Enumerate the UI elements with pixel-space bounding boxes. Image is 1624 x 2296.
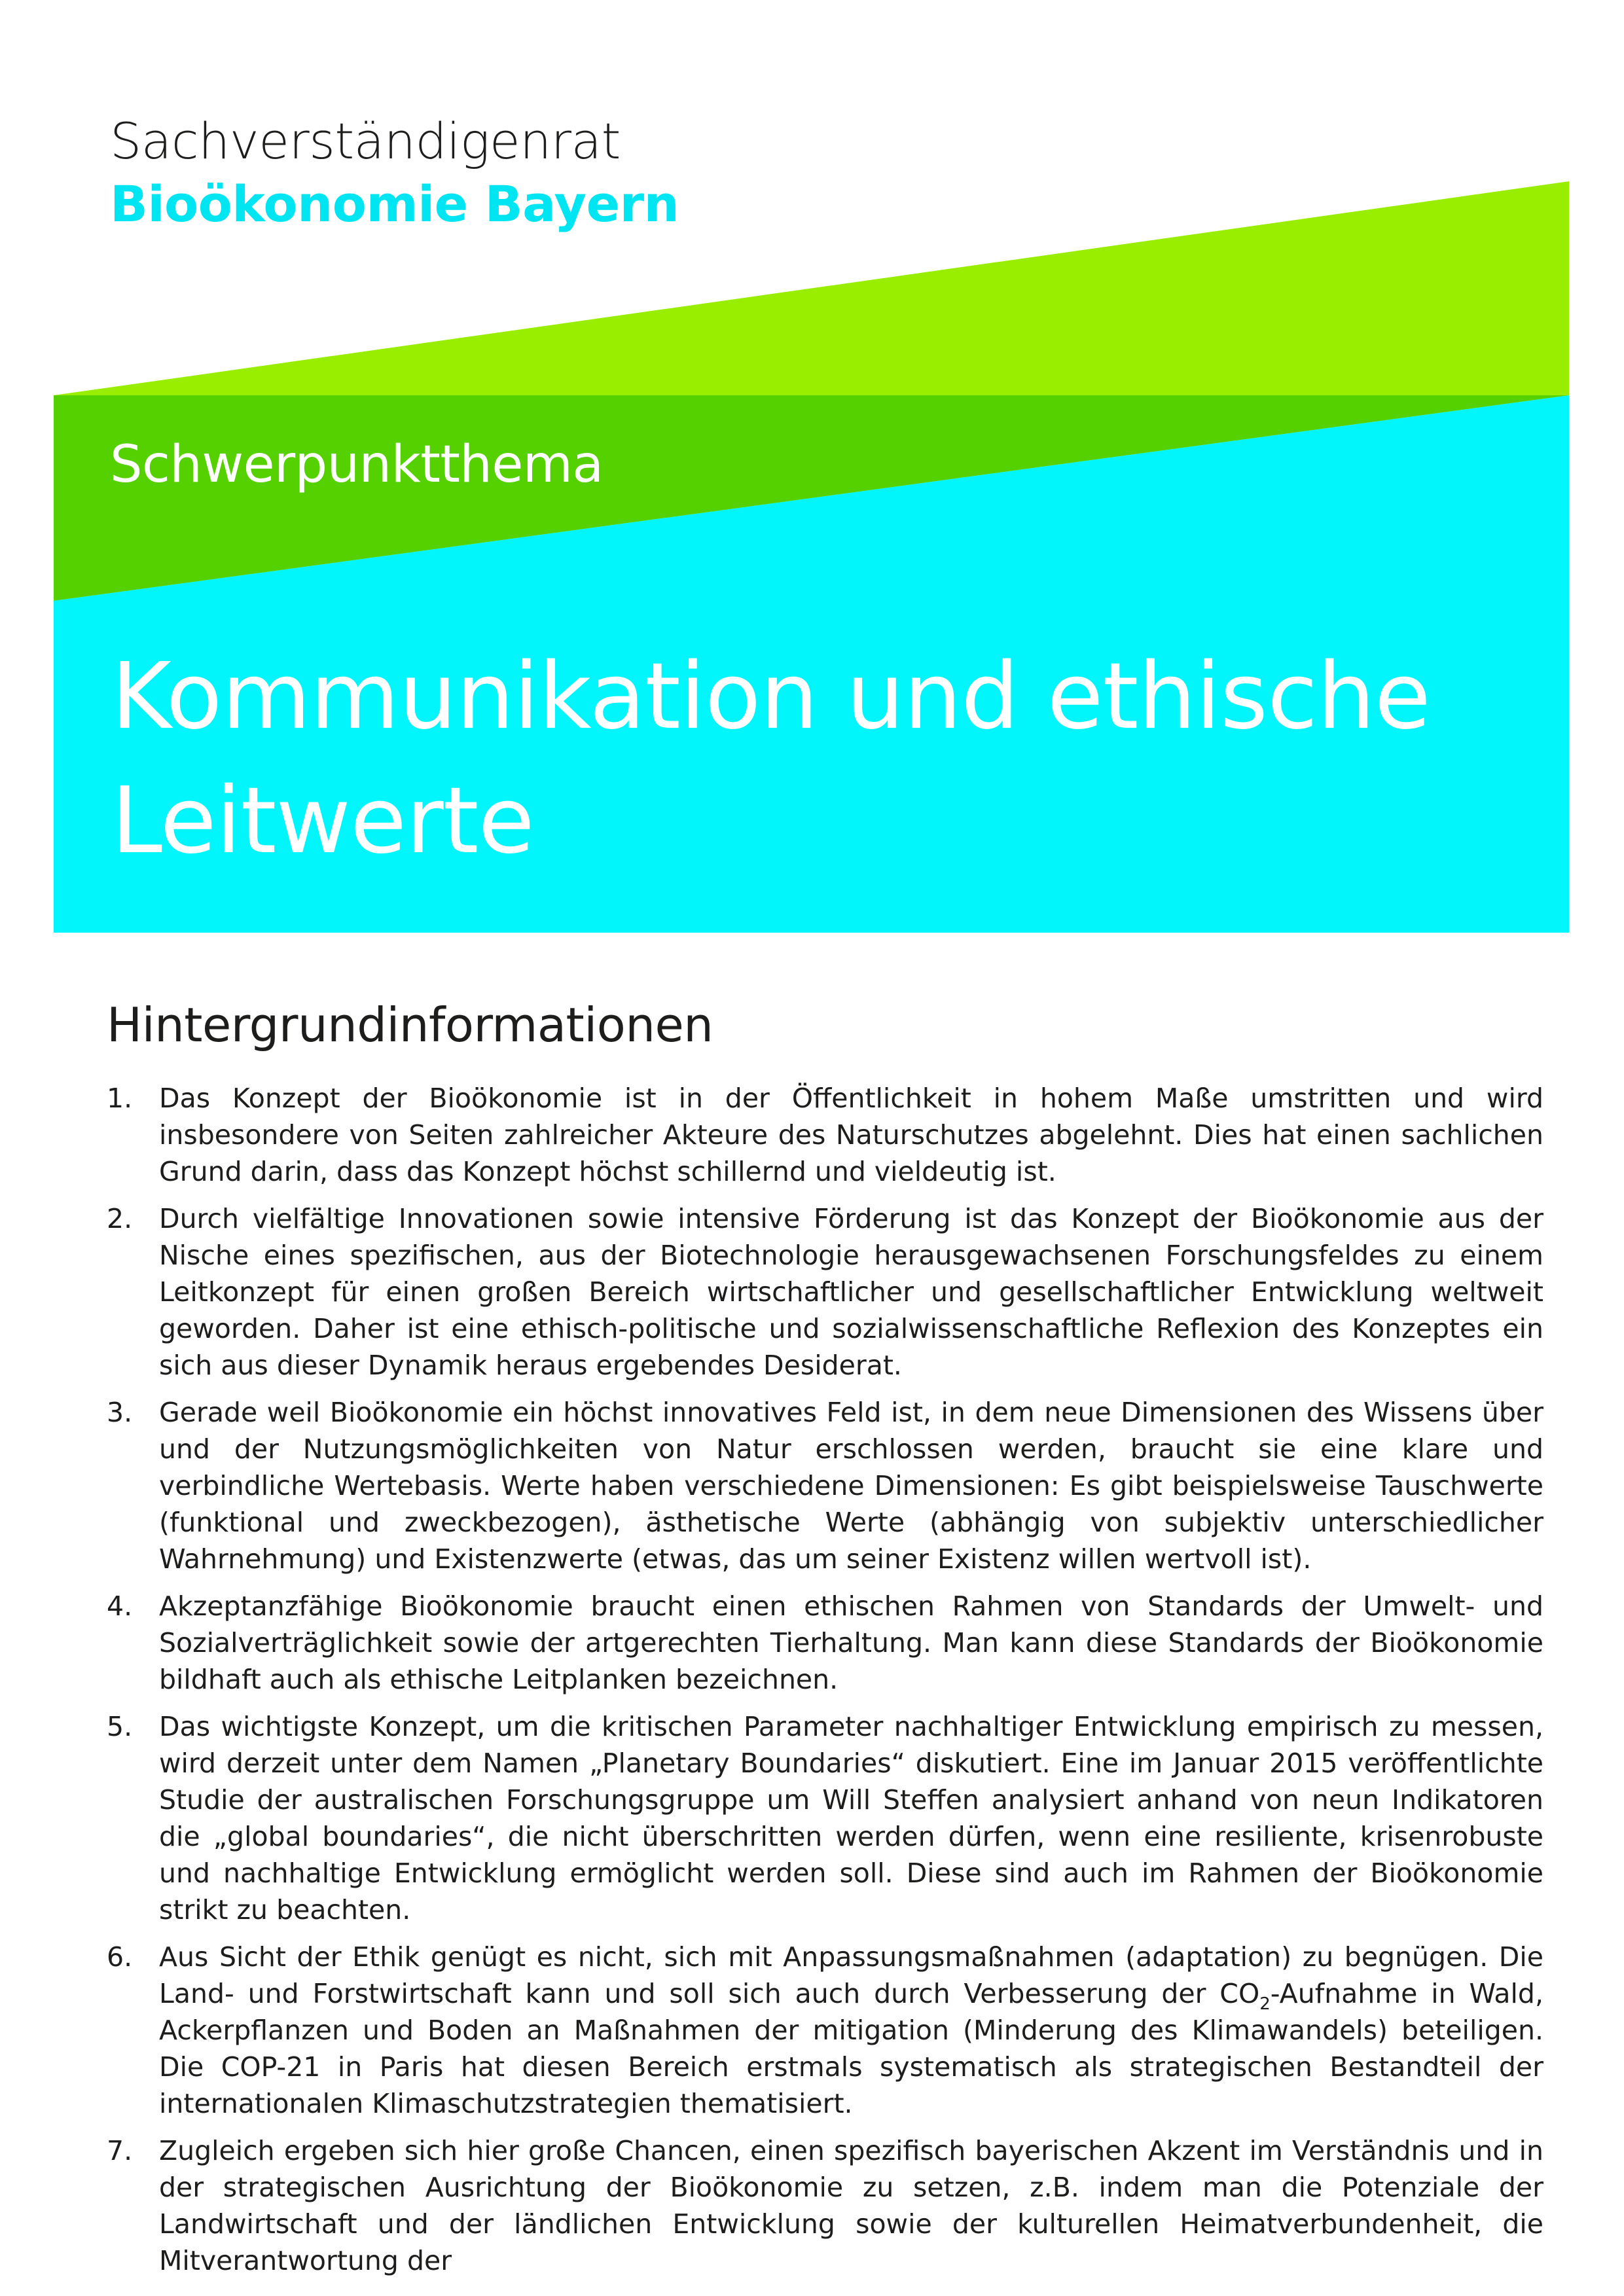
list-item-number: 3. — [107, 1397, 133, 1428]
list-item — [107, 1394, 1543, 1577]
topic-kicker: Schwerpunktthema — [110, 435, 604, 494]
list-item-text: Zugleich ergeben sich hier große Chancen, einen spezifisch bayerischen Akzent im Verständnis und in der strategischen Ausrichtung der Bioökonomie zu setzen, z.B. indem man die Potenziale der Landwirtschaft und der ländlichen Entwicklung sowie der kulturellen Heimatverbundenheit, die Mitverantwortung der — [159, 2135, 1543, 2276]
list-item-text — [159, 1939, 1543, 2122]
list-item — [107, 1588, 1543, 1698]
list-item-number: 7. — [107, 2135, 133, 2166]
list-item-number: 4. — [107, 1590, 133, 1622]
subscript: 2 — [1259, 1994, 1271, 2014]
numbered-list — [107, 1080, 1543, 2289]
list-item-number: 2. — [107, 1203, 133, 1234]
list-item-number: 5. — [107, 1711, 133, 1742]
list-item-number: 6. — [107, 1941, 133, 1973]
banner-lime-wedge — [54, 181, 1569, 395]
brand-name-line1: Sachverständigenrat — [110, 112, 621, 170]
brand-name-line2: Bioökonomie Bayern — [110, 175, 679, 233]
list-item-text: Akzeptanzfähige Bioökonomie braucht einen ethischen Rahmen von Standards der Umwelt- und Sozialverträglichkeit sowie der artgerechten Tierhaltung. Man kann diese Standards der Bioökonomie bildhaft auch als ethische Leitplanken bezeichnen. — [159, 1590, 1543, 1695]
list-item — [107, 1200, 1543, 1384]
list-item — [107, 2132, 1543, 2279]
list-item-text-part: Aus Sicht der Ethik genügt es nicht, sich mit Anpassungsmaßnahmen (adaptation) zu begnügen. Die Land- und Forstwirtschaft kann und soll sich auch durch Verbesserung der CO — [159, 1941, 1543, 2009]
list-item — [107, 1708, 1543, 1928]
page-title: Kommunikation und ethische Leitwerte — [111, 643, 1430, 874]
list-item-text-part: -Aufnahme in Wald, Ackerpflanzen und Boden an Maßnahmen der mitigation (Minderung des Klimawandels) beteiligen. Die COP-21 in Paris hat diesen Bereich erstmals systematisch als strategischen Bestandteil der internationalen Klimaschutzstrategien thematisiert. — [159, 1978, 1543, 2119]
list-item-text: Das Konzept der Bioökonomie ist in der Öffentlichkeit in hohem Maße umstritten und wird insbesondere von Seiten zahlreicher Akteure des Naturschutzes abgelehnt. Dies hat einen sachlichen Grund darin, dass das Konzept höchst schillernd und vieldeutig ist. — [159, 1083, 1543, 1187]
list-item-number: 1. — [107, 1083, 133, 1114]
list-item-text: Durch vielfältige Innovationen sowie intensive Förderung ist das Konzept der Bioökonomie aus der Nische eines spezifischen, aus der Biotechnologie herausgewachsenen Forschungsfeldes zu einem Leitkonzept für einen großen Bereich wirtschaftlicher und gesellschaftlicher Entwicklung weltweit geworden. Daher ist eine ethisch-politische und sozialwissenschaftliche Reflexion des Konzeptes ein sich aus dieser Dynamik heraus ergebendes Desiderat. — [159, 1203, 1543, 1381]
list-item-text: Das wichtigste Konzept, um die kritischen Parameter nachhaltiger Entwicklung empirisch zu messen, wird derzeit unter dem Namen „Planetary Boundaries“ diskutiert. Eine im Januar 2015 veröffentlichte Studie der australischen Forschungsgruppe um Will Steffen analysiert anhand von neun Indikatoren die „global boundaries“, die nicht überschritten werden dürfen, wenn eine resiliente, krisenrobuste und nachhaltige Entwicklung ermöglicht werden soll. Diese sind auch im Rahmen der Bioökonomie strikt zu beachten. — [159, 1711, 1543, 1926]
list-item-text: Gerade weil Bioökonomie ein höchst innovatives Feld ist, in dem neue Dimensionen des Wissens über und der Nutzungsmöglichkeiten von Natur erschlossen werden, braucht sie eine klare und verbindliche Wertebasis. Werte haben verschiedene Dimensionen: Es gibt beispielsweise Tauschwerte (funktional und zweckbezogen), ästhetische Werte (abhängig von subjektiv unterschiedlicher Wahrnehmung) und Existenzwerte (etwas, das um seiner Existenz willen wertvoll ist). — [159, 1397, 1543, 1575]
list-item — [107, 1939, 1543, 2122]
list-item — [107, 1080, 1543, 1190]
section-heading: Hintergrundinformationen — [107, 997, 713, 1052]
